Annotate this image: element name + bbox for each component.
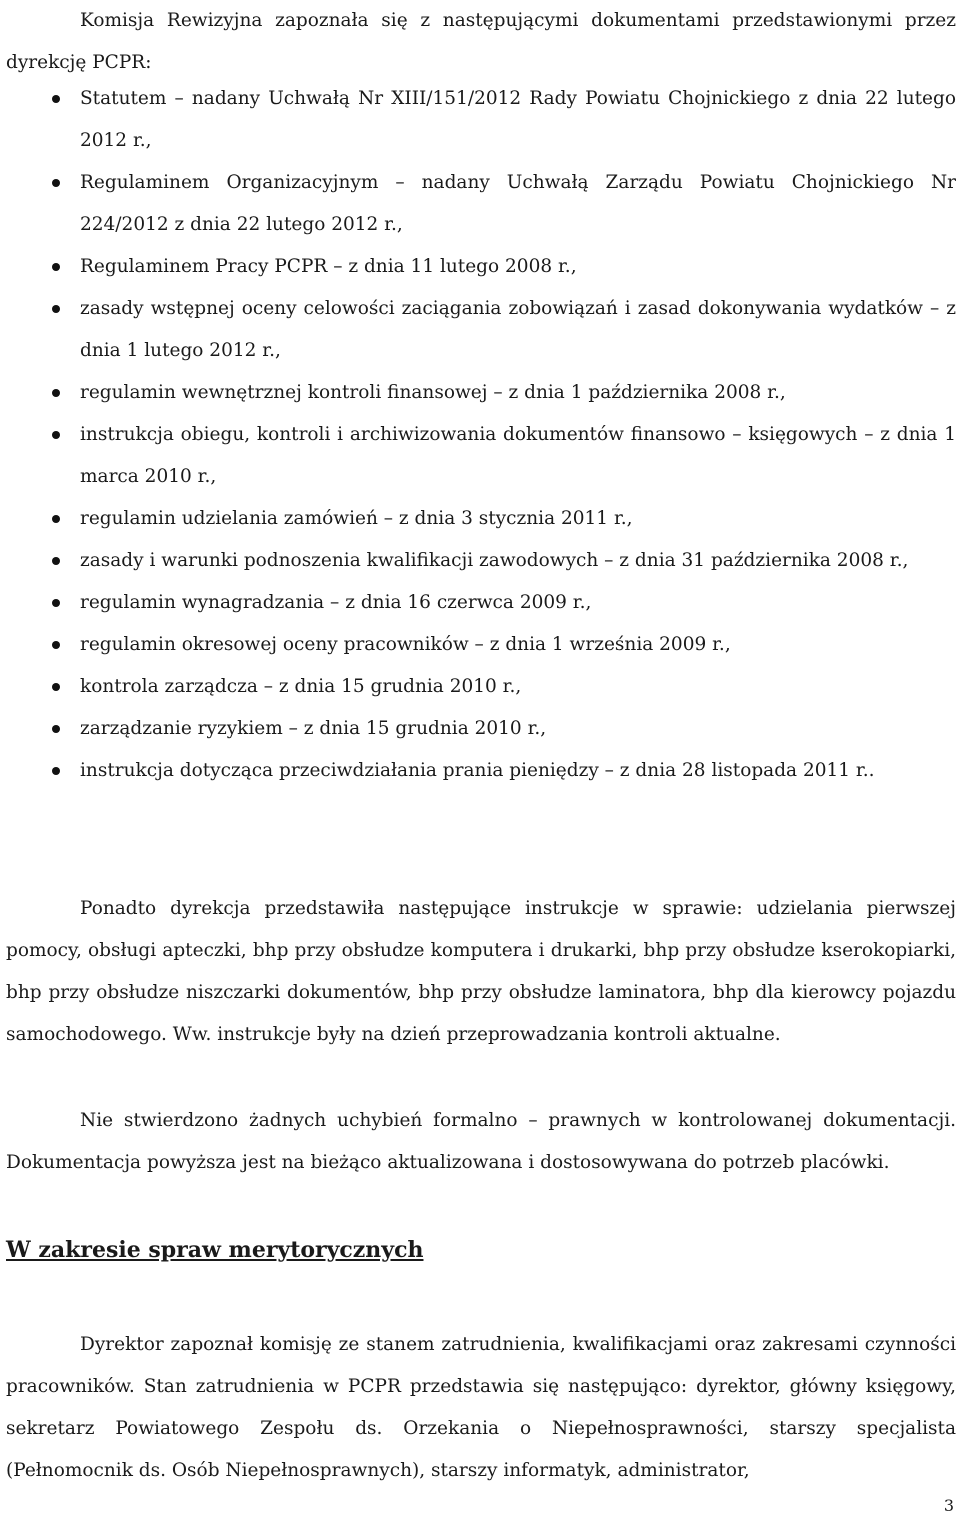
list-item: zasady i warunki podnoszenia kwalifikacji zawodowych – z dnia 31 października 2008 r., [0,540,956,582]
list-item: regulamin okresowej oceny pracowników – z dnia 1 września 2009 r., [0,624,956,666]
bullet-icon [52,599,60,607]
list-item: regulamin wynagradzania – z dnia 16 czerwca 2009 r., [0,582,956,624]
list-item: kontrola zarządcza – z dnia 15 grudnia 2010 r., [0,666,956,708]
bullet-icon [52,767,60,775]
list-item: instrukcja obiegu, kontroli i archiwizowania dokumentów finansowo – księgowych – z dnia 1 marca 2010 r., [0,414,956,498]
list-item: Statutem – nadany Uchwałą Nr XIII/151/2012 Rady Powiatu Chojnickiego z dnia 22 lutego 2012 r., [0,78,956,162]
bullet-icon [52,515,60,523]
bullet-icon [52,263,60,271]
list-item: Regulaminem Pracy PCPR – z dnia 11 lutego 2008 r., [0,246,956,288]
bullet-icon [52,683,60,691]
bullet-icon [52,641,60,649]
list-item: regulamin wewnętrznej kontroli finansowej – z dnia 1 października 2008 r., [0,372,956,414]
staff-paragraph: Dyrektor zapoznał komisję ze stanem zatrudnienia, kwalifikacjami oraz zakresami czynności pracowników. Stan zatrudnienia w PCPR przedstawia się następująco: dyrektor, główny księgowy, sekretarz Powiatowego Zespołu ds. Orzekania o Niepełnosprawności, starszy specjalista (Pełnomocnik ds. Osób Niepełnosprawnych), starszy informatyk, administrator, [6,1334,956,1481]
intro-paragraph: Komisja Rewizyjna zapoznała się z następującymi dokumentami przedstawionymi przez dyrekcję PCPR: [6,10,956,73]
page-number: 3 [943,1496,954,1515]
findings-paragraph: Nie stwierdzono żadnych uchybień formalno – prawnych w kontrolowanej dokumentacji. Dokumentacja powyższa jest na bieżąco aktualizowana i dostosowywana do potrzeb placówki. [6,1110,956,1173]
bullet-icon [52,725,60,733]
bullet-icon [52,557,60,565]
documents-list [0,78,956,792]
list-item: zasady wstępnej oceny celowości zaciągania zobowiązań i zasad dokonywania wydatków – z dnia 1 lutego 2012 r., [0,288,956,372]
bullet-icon [52,431,60,439]
section-heading: W zakresie spraw merytorycznych [6,1237,424,1263]
list-item: zarządzanie ryzykiem – z dnia 15 grudnia 2010 r., [0,708,956,750]
list-item: regulamin udzielania zamówień – z dnia 3 stycznia 2011 r., [0,498,956,540]
bullet-icon [52,389,60,397]
bullet-icon [52,179,60,187]
instructions-paragraph: Ponadto dyrekcja przedstawiła następujące instrukcje w sprawie: udzielania pierwszej pomocy, obsługi apteczki, bhp przy obsłudze komputera i drukarki, bhp przy obsłudze kserokopiarki, bhp przy obsłudze niszczarki dokumentów, bhp przy obsłudze laminatora, bhp dla kierowcy pojazdu samochodowego. Ww. instrukcje były na dzień przeprowadzania kontroli aktualne. [6,898,956,1045]
bullet-icon [52,95,60,103]
list-item: Regulaminem Organizacyjnym – nadany Uchwałą Zarządu Powiatu Chojnickiego Nr 224/2012 z dnia 22 lutego 2012 r., [0,162,956,246]
list-item: instrukcja dotycząca przeciwdziałania prania pieniędzy – z dnia 28 listopada 2011 r.. [0,750,956,792]
bullet-icon [52,305,60,313]
